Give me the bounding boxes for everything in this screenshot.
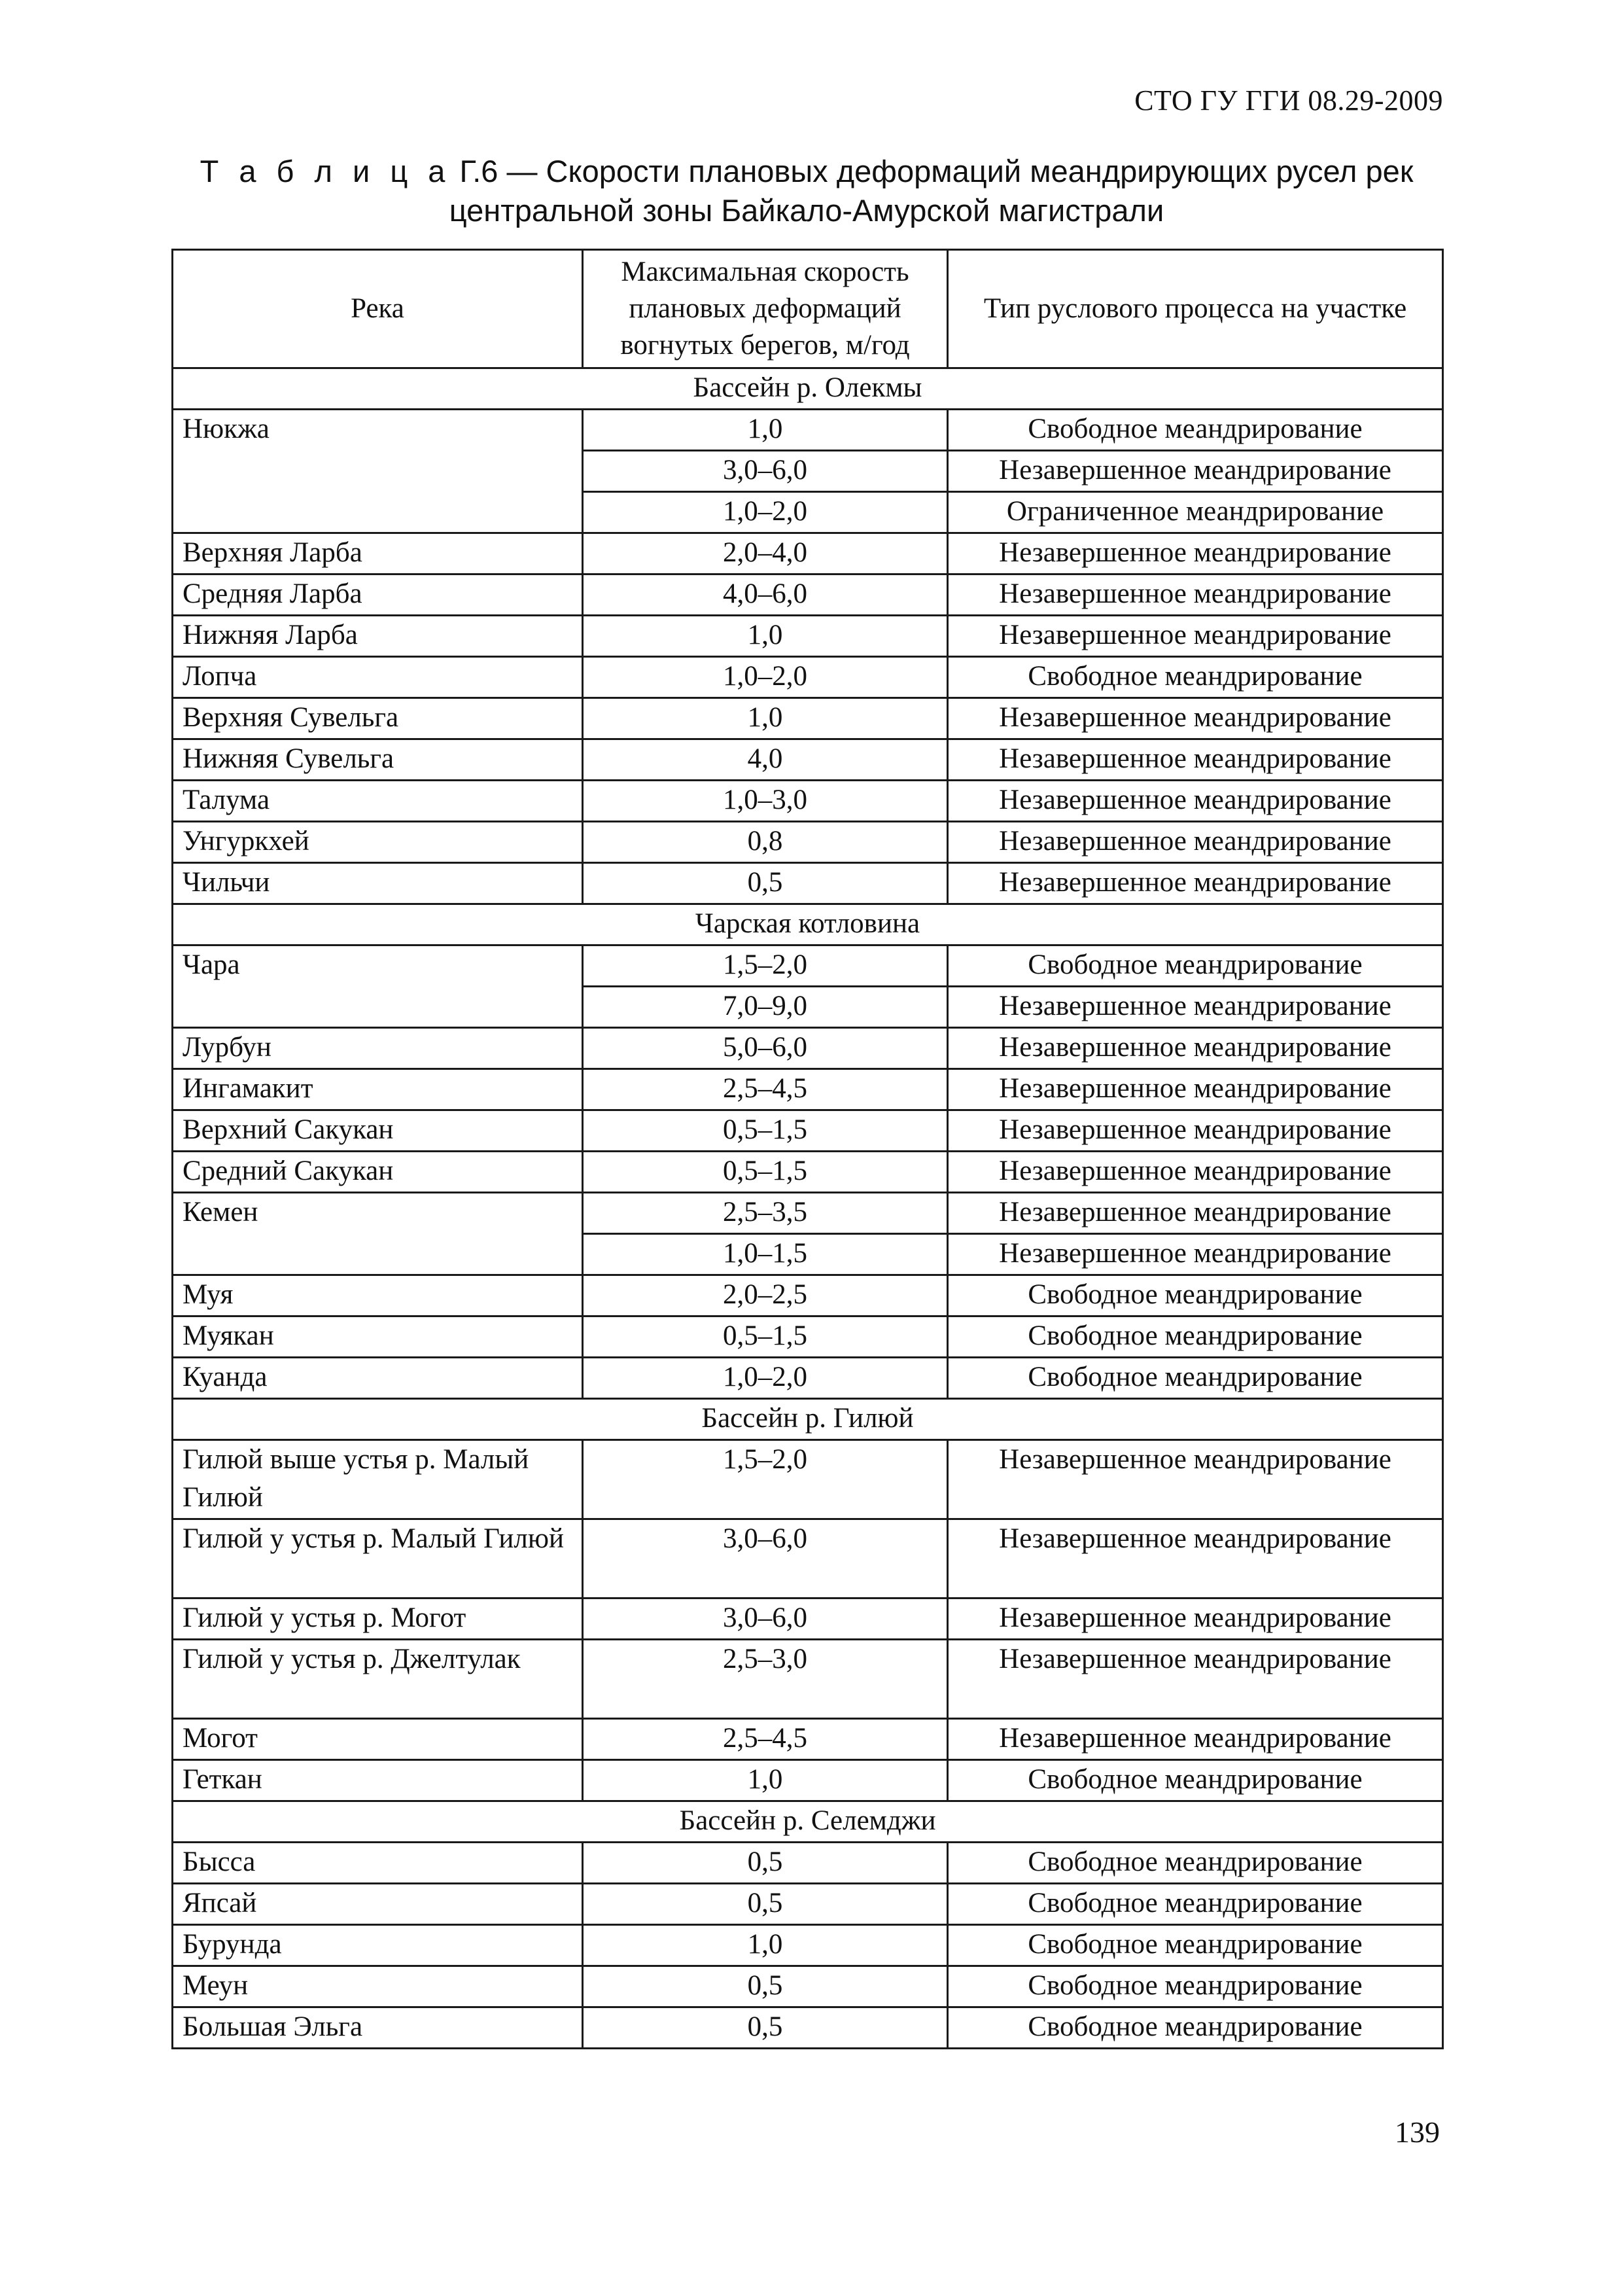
speed-cell: 2,0–4,0 bbox=[583, 533, 948, 574]
speed-cell: 4,0 bbox=[583, 739, 948, 781]
river-name-cell: Верхний Сакукан bbox=[173, 1110, 583, 1152]
column-header-process: Тип руслового процесса на участке bbox=[948, 250, 1443, 368]
speed-cell: 2,5–4,5 bbox=[583, 1719, 948, 1760]
process-type-cell: Свободное меандрирование bbox=[948, 945, 1443, 987]
table-row bbox=[173, 574, 1443, 616]
table-row bbox=[173, 1966, 1443, 2007]
river-name-cell: Япсай bbox=[173, 1884, 583, 1925]
speed-cell: 0,5 bbox=[583, 863, 948, 904]
process-type-cell: Свободное меандрирование bbox=[948, 1316, 1443, 1358]
speed-cell: 1,5–2,0 bbox=[583, 945, 948, 987]
table-header-row bbox=[173, 250, 1443, 368]
column-header-speed: Максимальная скорость плановых деформаций вогнутых берегов, м/год bbox=[583, 250, 948, 368]
river-name-cell: Гилюй у устья р. Джелтулак bbox=[173, 1640, 583, 1719]
process-type-cell: Свободное меандрирование bbox=[948, 1760, 1443, 1801]
table-row bbox=[173, 1152, 1443, 1193]
speed-cell: 1,0 bbox=[583, 616, 948, 657]
speed-cell: 2,5–3,0 bbox=[583, 1640, 948, 1719]
caption-line-1 bbox=[171, 152, 1442, 191]
process-type-cell: Свободное меандрирование bbox=[948, 1925, 1443, 1966]
speed-cell: 1,0–2,0 bbox=[583, 657, 948, 698]
process-type-cell: Незавершенное меандрирование bbox=[948, 1193, 1443, 1234]
section-row bbox=[173, 1801, 1443, 1843]
table-row bbox=[173, 1760, 1443, 1801]
process-type-cell: Незавершенное меандрирование bbox=[948, 533, 1443, 574]
table-row bbox=[173, 533, 1443, 574]
speed-cell: 1,0–2,0 bbox=[583, 1358, 948, 1399]
river-name-cell: Бысса bbox=[173, 1843, 583, 1884]
process-type-cell: Незавершенное меандрирование bbox=[948, 451, 1443, 492]
process-type-cell: Незавершенное меандрирование bbox=[948, 781, 1443, 822]
table-row bbox=[173, 698, 1443, 739]
speed-cell: 0,8 bbox=[583, 822, 948, 863]
river-name-cell: Средний Сакукан bbox=[173, 1152, 583, 1193]
process-type-cell: Незавершенное меандрирование bbox=[948, 1640, 1443, 1719]
process-type-cell: Незавершенное меандрирование bbox=[948, 1519, 1443, 1598]
speed-cell: 2,5–4,5 bbox=[583, 1069, 948, 1110]
river-name-cell: Нижняя Ларба bbox=[173, 616, 583, 657]
river-name-cell: Кемен bbox=[173, 1193, 583, 1275]
table-row bbox=[173, 1358, 1443, 1399]
table-row bbox=[173, 1925, 1443, 1966]
table-row bbox=[173, 1440, 1443, 1519]
speed-cell: 0,5–1,5 bbox=[583, 1316, 948, 1358]
process-type-cell: Незавершенное меандрирование bbox=[948, 1440, 1443, 1519]
speed-cell: 0,5 bbox=[583, 1843, 948, 1884]
process-type-cell: Незавершенное меандрирование bbox=[948, 1028, 1443, 1069]
process-type-cell: Незавершенное меандрирование bbox=[948, 1069, 1443, 1110]
river-name-cell: Меун bbox=[173, 1966, 583, 2007]
river-name-cell: Большая Эльга bbox=[173, 2007, 583, 2049]
process-type-cell: Свободное меандрирование bbox=[948, 1275, 1443, 1316]
table-row bbox=[173, 1519, 1443, 1598]
section-row bbox=[173, 904, 1443, 945]
river-name-cell: Чильчи bbox=[173, 863, 583, 904]
process-type-cell: Незавершенное меандрирование bbox=[948, 863, 1443, 904]
table-row bbox=[173, 945, 1443, 987]
speed-cell: 7,0–9,0 bbox=[583, 987, 948, 1028]
process-type-cell: Ограниченное меандрирование bbox=[948, 492, 1443, 533]
speed-cell: 1,0 bbox=[583, 1925, 948, 1966]
river-name-cell: Нижняя Сувельга bbox=[173, 739, 583, 781]
speed-cell: 1,0–1,5 bbox=[583, 1234, 948, 1275]
table-row bbox=[173, 410, 1443, 451]
speed-cell: 0,5–1,5 bbox=[583, 1110, 948, 1152]
river-name-cell: Талума bbox=[173, 781, 583, 822]
page-number: 139 bbox=[1395, 2115, 1440, 2149]
table-row bbox=[173, 1598, 1443, 1640]
river-name-cell: Могот bbox=[173, 1719, 583, 1760]
table-caption bbox=[171, 152, 1442, 230]
speed-cell: 3,0–6,0 bbox=[583, 1519, 948, 1598]
caption-prefix: Т а б л и ц а bbox=[200, 154, 451, 188]
river-name-cell: Лурбун bbox=[173, 1028, 583, 1069]
process-type-cell: Незавершенное меандрирование bbox=[948, 616, 1443, 657]
speed-cell: 0,5–1,5 bbox=[583, 1152, 948, 1193]
river-name-cell: Гилюй у устья р. Малый Гилюй bbox=[173, 1519, 583, 1598]
table-row bbox=[173, 781, 1443, 822]
river-name-cell: Муя bbox=[173, 1275, 583, 1316]
process-type-cell: Незавершенное меандрирование bbox=[948, 1598, 1443, 1640]
table-row bbox=[173, 2007, 1443, 2049]
river-name-cell: Лопча bbox=[173, 657, 583, 698]
section-title: Бассейн р. Селемджи bbox=[173, 1801, 1443, 1843]
table-row bbox=[173, 1110, 1443, 1152]
table-row bbox=[173, 657, 1443, 698]
table-row bbox=[173, 739, 1443, 781]
river-name-cell: Верхняя Ларба bbox=[173, 533, 583, 574]
speed-cell: 1,0 bbox=[583, 410, 948, 451]
section-title: Бассейн р. Олекмы bbox=[173, 368, 1443, 410]
document-code: СТО ГУ ГГИ 08.29-2009 bbox=[1134, 84, 1443, 116]
table-row bbox=[173, 1193, 1443, 1234]
process-type-cell: Незавершенное меандрирование bbox=[948, 574, 1443, 616]
process-type-cell: Незавершенное меандрирование bbox=[948, 1152, 1443, 1193]
speed-cell: 1,0 bbox=[583, 1760, 948, 1801]
table-row bbox=[173, 1069, 1443, 1110]
process-type-cell: Свободное меандрирование bbox=[948, 410, 1443, 451]
river-name-cell: Ингамакит bbox=[173, 1069, 583, 1110]
river-name-cell: Средняя Ларба bbox=[173, 574, 583, 616]
river-name-cell: Гилюй у устья р. Могот bbox=[173, 1598, 583, 1640]
speed-cell: 5,0–6,0 bbox=[583, 1028, 948, 1069]
river-name-cell: Гилюй выше устья р. Малый Гилюй bbox=[173, 1440, 583, 1519]
process-type-cell: Незавершенное меандрирование bbox=[948, 1234, 1443, 1275]
speed-cell: 3,0–6,0 bbox=[583, 1598, 948, 1640]
speed-cell: 1,0–2,0 bbox=[583, 492, 948, 533]
speed-cell: 0,5 bbox=[583, 1884, 948, 1925]
table-row bbox=[173, 1719, 1443, 1760]
process-type-cell: Свободное меандрирование bbox=[948, 1966, 1443, 2007]
process-type-cell: Свободное меандрирование bbox=[948, 657, 1443, 698]
process-type-cell: Незавершенное меандрирование bbox=[948, 987, 1443, 1028]
river-name-cell: Бурунда bbox=[173, 1925, 583, 1966]
caption-title: Г.6 — Скорости плановых деформаций меандрирующих русел рек bbox=[451, 154, 1414, 188]
table-body bbox=[173, 250, 1443, 2049]
process-type-cell: Свободное меандрирование bbox=[948, 1358, 1443, 1399]
speed-cell: 1,0–3,0 bbox=[583, 781, 948, 822]
section-row bbox=[173, 1399, 1443, 1440]
speed-cell: 3,0–6,0 bbox=[583, 451, 948, 492]
speed-cell: 1,5–2,0 bbox=[583, 1440, 948, 1519]
speed-cell: 2,5–3,5 bbox=[583, 1193, 948, 1234]
section-row bbox=[173, 368, 1443, 410]
river-name-cell: Геткан bbox=[173, 1760, 583, 1801]
process-type-cell: Свободное меандрирование bbox=[948, 1884, 1443, 1925]
speed-cell: 2,0–2,5 bbox=[583, 1275, 948, 1316]
speed-cell: 0,5 bbox=[583, 2007, 948, 2049]
river-name-cell: Верхняя Сувельга bbox=[173, 698, 583, 739]
process-type-cell: Незавершенное меандрирование bbox=[948, 822, 1443, 863]
table-row bbox=[173, 1275, 1443, 1316]
speed-cell: 1,0 bbox=[583, 698, 948, 739]
table-row bbox=[173, 1884, 1443, 1925]
section-title: Бассейн р. Гилюй bbox=[173, 1399, 1443, 1440]
section-title: Чарская котловина bbox=[173, 904, 1443, 945]
process-type-cell: Незавершенное меандрирование bbox=[948, 1719, 1443, 1760]
river-deformation-table bbox=[171, 249, 1444, 2049]
table-row bbox=[173, 1316, 1443, 1358]
table-row bbox=[173, 863, 1443, 904]
river-name-cell: Унгуркхей bbox=[173, 822, 583, 863]
table-row bbox=[173, 1028, 1443, 1069]
river-name-cell: Куанда bbox=[173, 1358, 583, 1399]
process-type-cell: Незавершенное меандрирование bbox=[948, 1110, 1443, 1152]
table-row bbox=[173, 1640, 1443, 1719]
process-type-cell: Свободное меандрирование bbox=[948, 1843, 1443, 1884]
river-name-cell: Муякан bbox=[173, 1316, 583, 1358]
column-header-river: Река bbox=[173, 250, 583, 368]
speed-cell: 0,5 bbox=[583, 1966, 948, 2007]
process-type-cell: Незавершенное меандрирование bbox=[948, 698, 1443, 739]
river-name-cell: Чара bbox=[173, 945, 583, 1028]
speed-cell: 4,0–6,0 bbox=[583, 574, 948, 616]
process-type-cell: Незавершенное меандрирование bbox=[948, 739, 1443, 781]
table-row bbox=[173, 616, 1443, 657]
table-row bbox=[173, 1843, 1443, 1884]
table-row bbox=[173, 822, 1443, 863]
caption-line-2: центральной зоны Байкало-Амурской магистрали bbox=[449, 193, 1164, 228]
river-name-cell: Нюкжа bbox=[173, 410, 583, 533]
process-type-cell: Свободное меандрирование bbox=[948, 2007, 1443, 2049]
